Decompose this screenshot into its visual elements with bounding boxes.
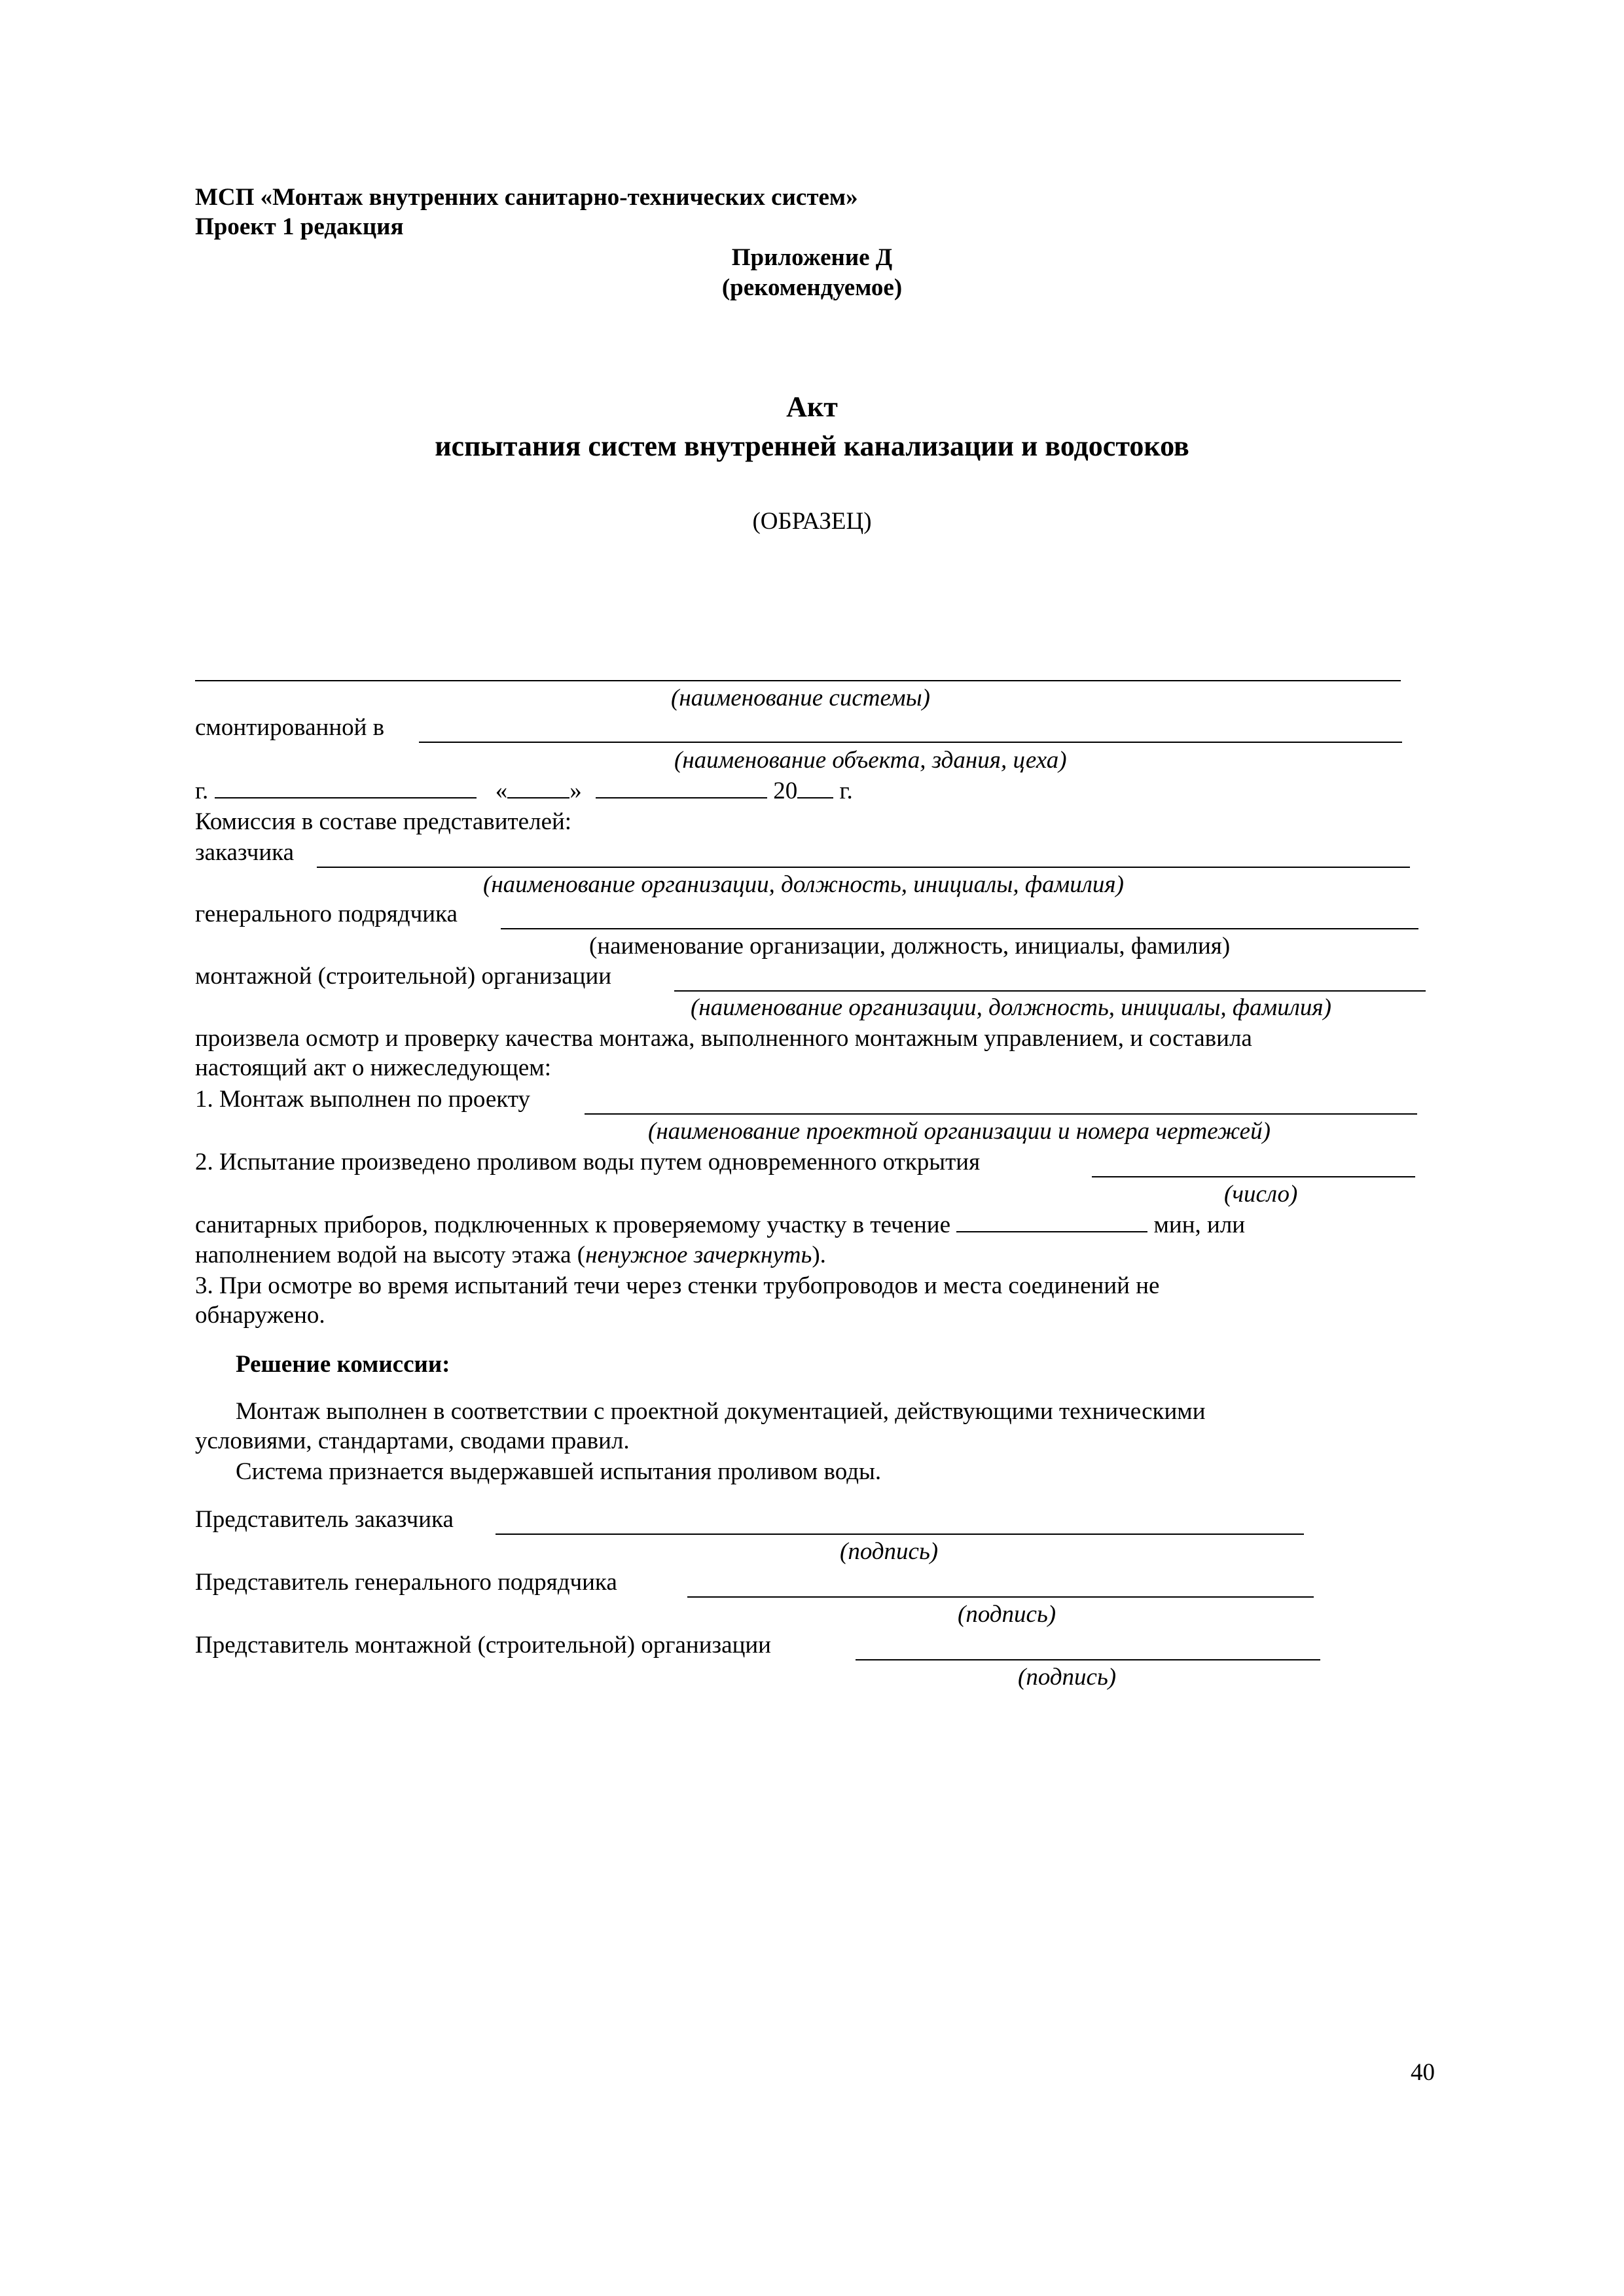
signature-general-contractor-caption: (подпись) <box>958 1601 1056 1628</box>
item2-count-line <box>1092 1176 1415 1177</box>
inspection-text-line2: настоящий акт о нижеследующем: <box>195 1054 551 1081</box>
quote-close: » <box>569 778 582 804</box>
signature-installation-org-label: Представитель монтажной (строительной) организации <box>195 1632 771 1659</box>
item2-cont-prefix: санитарных приборов, подключенных к проверяемому участку в течение <box>195 1211 951 1238</box>
signature-installation-org-caption: (подпись) <box>1018 1664 1117 1691</box>
signature-general-contractor-line <box>687 1596 1314 1598</box>
system-caption: (наименование системы) <box>671 685 930 711</box>
item3-line1: 3. При осмотре во время испытаний течи через стенки трубопроводов и места соединений не <box>195 1272 1160 1299</box>
decision-para2: Система признается выдержавшей испытания проливом воды. <box>236 1458 882 1485</box>
object-caption: (наименование объекта, здания, цеха) <box>674 747 1067 774</box>
item1-label: 1. Монтаж выполнен по проекту <box>195 1086 530 1113</box>
document-subtitle: испытания систем внутренней канализации и водостоков <box>435 430 1189 462</box>
duration-field <box>956 1211 1147 1232</box>
appendix-label: Приложение Д <box>731 244 893 271</box>
year-prefix: 20 <box>773 778 798 804</box>
installation-org-line <box>674 990 1426 992</box>
item1-line <box>585 1113 1417 1115</box>
appendix-type: (рекомендуемое) <box>721 274 903 301</box>
decision-para1-line2: условиями, стандартами, сводами правил. <box>195 1427 630 1454</box>
year-field <box>797 778 833 798</box>
item2-fill-italic: ненужное зачеркнуть <box>585 1242 812 1268</box>
object-name-line <box>419 742 1402 743</box>
item2-label: 2. Испытание произведено проливом воды путем одновременного открытия <box>195 1149 981 1175</box>
city-date-line <box>195 777 853 806</box>
sample-mark: (ОБРАЗЕЦ) <box>752 508 872 535</box>
signature-general-contractor-label: Представитель генерального подрядчика <box>195 1569 617 1596</box>
signature-customer-line <box>496 1534 1304 1535</box>
signature-installation-org-line <box>856 1659 1320 1660</box>
item1-caption: (наименование проектной организации и номера чертежей) <box>648 1118 1271 1145</box>
item2-continuation <box>195 1211 1245 1240</box>
item3-line2: обнаружено. <box>195 1302 325 1329</box>
day-field <box>507 778 569 798</box>
city-field <box>215 778 477 798</box>
customer-line <box>317 867 1410 868</box>
customer-label: заказчика <box>195 839 294 866</box>
standard-title: МСП «Монтаж внутренних санитарно-технических систем» <box>195 184 858 211</box>
inspection-text-line1: произвела осмотр и проверку качества монтажа, выполненного монтажным управлением, и составила <box>195 1025 1252 1052</box>
general-contractor-caption: (наименование организации, должность, инициалы, фамилия) <box>589 933 1231 960</box>
general-contractor-label: генерального подрядчика <box>195 901 458 927</box>
quote-open: « <box>495 778 508 804</box>
installation-org-label: монтажной (строительной) организации <box>195 963 612 990</box>
installation-org-caption: (наименование организации, должность, инициалы, фамилия) <box>691 994 1331 1021</box>
decision-heading: Решение комиссии: <box>236 1351 450 1378</box>
customer-caption: (наименование организации, должность, инициалы, фамилия) <box>483 871 1124 898</box>
month-field <box>596 778 767 798</box>
signature-customer-label: Представитель заказчика <box>195 1506 454 1533</box>
item2-cont-suffix: мин, или <box>1153 1211 1246 1238</box>
general-contractor-line <box>501 928 1418 929</box>
edition-label: Проект 1 редакция <box>195 213 404 240</box>
decision-para1-line1: Монтаж выполнен в соответствии с проектной документацией, действующими техническими <box>236 1398 1206 1425</box>
system-name-line <box>195 680 1401 681</box>
mounted-in-label: смонтированной в <box>195 714 385 741</box>
item2-fill-line <box>195 1241 826 1270</box>
item2-fill-suffix: ). <box>812 1242 826 1268</box>
commission-intro: Комиссия в составе представителей: <box>195 808 572 835</box>
item2-caption: (число) <box>1224 1181 1298 1208</box>
city-prefix: г. <box>195 778 209 804</box>
signature-customer-caption: (подпись) <box>840 1538 939 1565</box>
page-number: 40 <box>1411 2059 1435 2086</box>
item2-fill-prefix: наполнением водой на высоту этажа ( <box>195 1242 586 1268</box>
document-title: Акт <box>786 391 838 423</box>
year-suffix: г. <box>839 778 853 804</box>
